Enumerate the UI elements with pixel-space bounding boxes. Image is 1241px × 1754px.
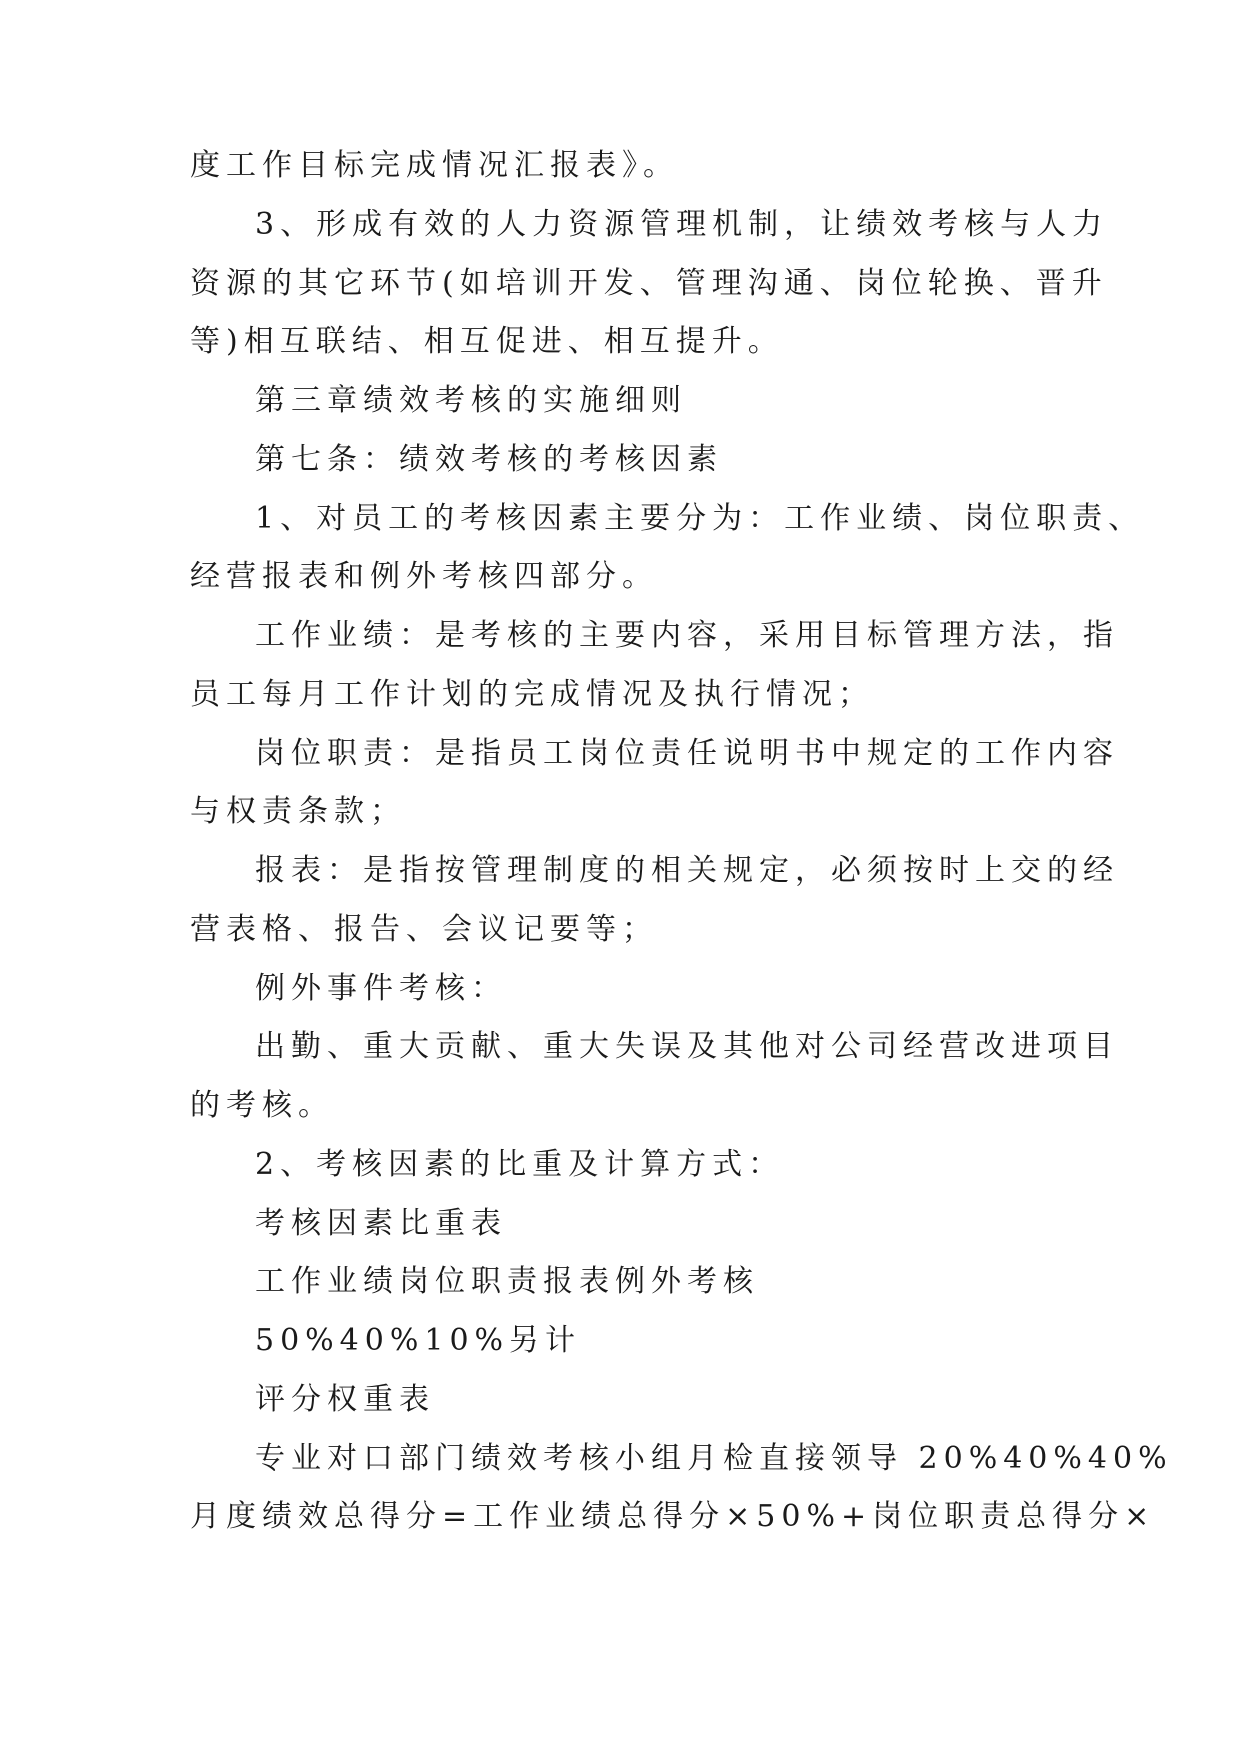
text-line: 工作业绩：是考核的主要内容，采用目标管理方法，指 [255, 618, 1119, 653]
text-line: 经营报表和例外考核四部分。 [190, 559, 658, 594]
text-line: 等)相互联结、相互促进、相互提升。 [190, 324, 784, 359]
table-title: 考核因素比重表 [255, 1206, 507, 1241]
text-line: 与权责条款； [190, 794, 406, 829]
formula-line: 月度绩效总得分=工作业绩总得分×50%+岗位职责总得分× [190, 1499, 1156, 1534]
text-line: 3、形成有效的人力资源管理机制，让绩效考核与人力 [255, 207, 1109, 242]
table-header-row: 工作业绩岗位职责报表例外考核 [255, 1264, 759, 1299]
text-line: 例外事件考核： [255, 971, 507, 1006]
table-title: 评分权重表 [255, 1382, 435, 1417]
text-line: 岗位职责：是指员工岗位责任说明书中规定的工作内容 [255, 736, 1119, 771]
text-line: 度工作目标完成情况汇报表》。 [190, 148, 679, 183]
text-line: 2、考核因素的比重及计算方式： [255, 1147, 785, 1182]
text-line: 营表格、报告、会议记要等； [190, 912, 658, 947]
table-value-row: 50%40%10%另计 [255, 1323, 582, 1358]
text-line: 出勤、重大贡献、重大失误及其他对公司经营改进项目 [255, 1029, 1119, 1064]
text-line: 1、对员工的考核因素主要分为：工作业绩、岗位职责、 [255, 501, 1145, 536]
text-line: 资源的其它环节(如培训开发、管理沟通、岗位轮换、晋升 [190, 266, 1108, 301]
section-heading: 第三章绩效考核的实施细则 [255, 383, 687, 418]
text-line: 员工每月工作计划的完成情况及执行情况； [190, 677, 874, 712]
text-line: 的考核。 [190, 1088, 334, 1123]
article-heading: 第七条：绩效考核的考核因素 [255, 442, 723, 477]
table-row: 专业对口部门绩效考核小组月检直接领导 20%40%40% [255, 1441, 1173, 1476]
text-line: 报表：是指按管理制度的相关规定，必须按时上交的经 [255, 853, 1119, 888]
